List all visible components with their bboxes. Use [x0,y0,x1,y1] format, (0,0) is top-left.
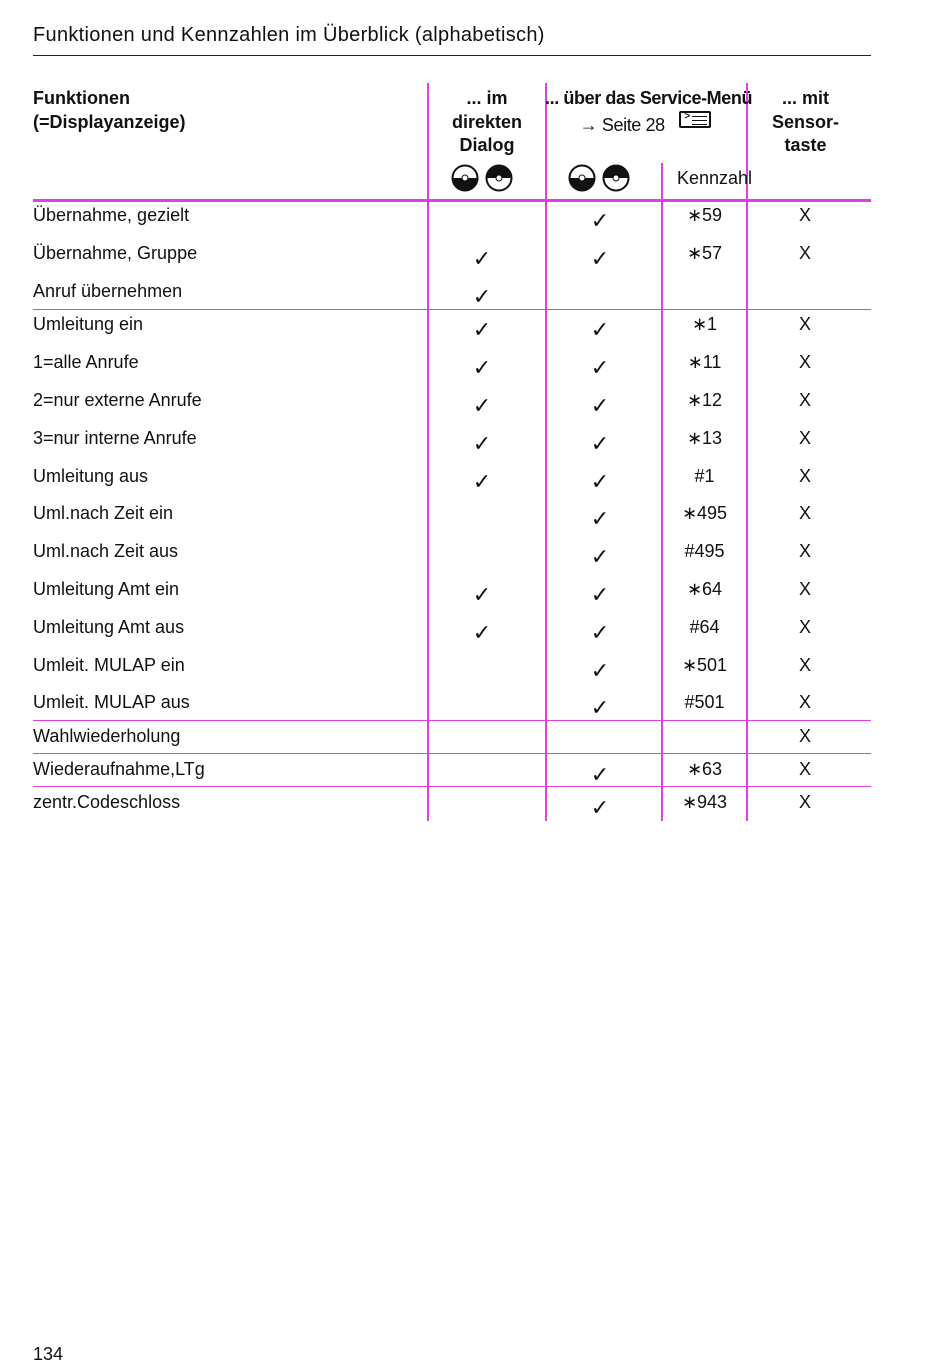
direct-dialog-check: ✓ [472,285,492,310]
group-rule [33,786,871,787]
header-service [545,87,753,137]
service-menu-check: ✓ [590,356,610,381]
header-service-ref [545,111,746,138]
service-menu-check: ✓ [590,507,610,532]
row-function: Übernahme, Gruppe [33,243,198,263]
row-function: Umleitung Amt aus [33,617,185,637]
header-direct [429,87,545,158]
direct-dialog-check: ✓ [472,394,492,419]
kennzahl-label: Kennzahl [677,168,753,188]
page-title: Funktionen und Kennzahlen im Überblick (alphabetisch) [33,24,545,46]
dial-key-icon [451,164,479,192]
sensor-key-mark: X [798,579,811,599]
sensor-key-mark: X [798,541,811,561]
sensor-key-mark: X [798,726,811,746]
kennzahl-code: ∗59 [686,205,723,225]
service-menu-check: ✓ [590,696,610,721]
row-function: Wahlwiederholung [33,726,181,746]
row-function: Umleitung aus [33,466,149,486]
kennzahl-code: ∗63 [686,759,723,779]
sensor-key-mark: X [798,759,811,779]
kennzahl-code: ∗495 [681,503,728,523]
service-menu-check: ✓ [590,394,610,419]
header-function-line2: (=Displayanzeige) [33,111,186,132]
sensor-key-mark: X [798,314,811,334]
kennzahl-code: ∗943 [681,792,728,812]
sensor-key-mark: X [798,466,811,486]
header-function [33,87,186,134]
page-number: 134 [33,1344,64,1364]
service-menu-check: ✓ [590,545,610,570]
header-rule [33,199,871,202]
group-rule [33,753,871,754]
header-direct-line3: Dialog [459,135,515,155]
header-direct-line2: direkten [451,111,523,132]
kennzahl-code: ∗1 [691,314,718,334]
direct-key-icons [451,164,519,192]
sensor-key-mark: X [798,792,811,812]
row-function: Anruf übernehmen [33,281,183,301]
service-menu-check: ✓ [590,209,610,234]
sensor-key-mark: X [798,390,811,410]
kennzahl-code: ∗11 [687,352,722,372]
service-menu-check: ✓ [590,621,610,646]
service-key-icons [568,164,636,192]
direct-dialog-check: ✓ [472,318,492,343]
group-rule [33,309,871,310]
direct-dialog-check: ✓ [472,583,492,608]
kennzahl-code: ∗13 [686,428,723,448]
direct-dialog-check: ✓ [472,432,492,457]
service-menu-check: ✓ [590,432,610,457]
confirm-key-icon [602,164,630,192]
sensor-key-mark: X [798,617,811,637]
direct-dialog-check: ✓ [472,621,492,646]
arrow-icon: → [579,114,598,135]
group-rule [33,720,871,721]
sensor-key-mark: X [798,428,811,448]
sensor-key-mark: X [798,352,811,372]
header-service-line1: ... über das Service-Menü [545,88,753,108]
row-function: Uml.nach Zeit aus [33,541,179,561]
title-rule [33,55,871,56]
kennzahl-code: ∗501 [681,655,728,675]
sensor-key-mark: X [798,205,811,225]
kennzahl-code: ∗12 [686,390,723,410]
kennzahl-code: ∗64 [686,579,723,599]
sensor-key-mark: X [798,243,811,263]
direct-dialog-check: ✓ [472,356,492,381]
row-function: 2=nur externe Anrufe [33,390,202,410]
row-function: Umleit. MULAP ein [33,655,185,675]
row-function: Umleitung ein [33,314,144,334]
header-sensor-line3: taste [784,135,827,155]
header-sensor-line2: Sensor- [771,111,840,132]
service-menu-check: ✓ [590,247,610,272]
row-function: zentr.Codeschloss [33,792,181,812]
column-rule [545,83,547,821]
header-function-line1: Funktionen [33,88,130,108]
header-sensor [748,87,863,158]
row-function: Übernahme, gezielt [33,205,190,225]
sensor-key-mark: X [798,692,811,712]
sensor-key-mark: X [798,655,811,675]
service-menu-check: ✓ [590,763,610,788]
service-menu-check: ✓ [590,318,610,343]
kennzahl-code: #1 [694,466,715,486]
page-reference: Seite 28 [601,114,665,135]
kennzahl-code: #495 [684,541,725,561]
direct-dialog-check: ✓ [472,470,492,495]
kennzahl-code: #501 [684,692,725,712]
kennzahl-code: #64 [689,617,720,637]
row-function: 3=nur interne Anrufe [33,428,197,448]
service-menu-check: ✓ [590,796,610,821]
row-function: Umleit. MULAP aus [33,692,190,712]
service-menu-check: ✓ [590,583,610,608]
service-menu-check: ✓ [590,659,610,684]
row-function: Wiederaufnahme,LTg [33,759,205,779]
row-function: Uml.nach Zeit ein [33,503,174,523]
row-function: Umleitung Amt ein [33,579,180,599]
dial-key-icon [568,164,596,192]
menu-key-icon: > [679,111,711,128]
kennzahl-code: ∗57 [686,243,723,263]
row-function: 1=alle Anrufe [33,352,139,372]
header-sensor-line1: ... mit [781,88,829,108]
header-direct-line1: ... im [466,88,508,108]
direct-dialog-check: ✓ [472,247,492,272]
confirm-key-icon [485,164,513,192]
sensor-key-mark: X [798,503,811,523]
service-menu-check: ✓ [590,470,610,495]
column-rule [427,83,429,821]
